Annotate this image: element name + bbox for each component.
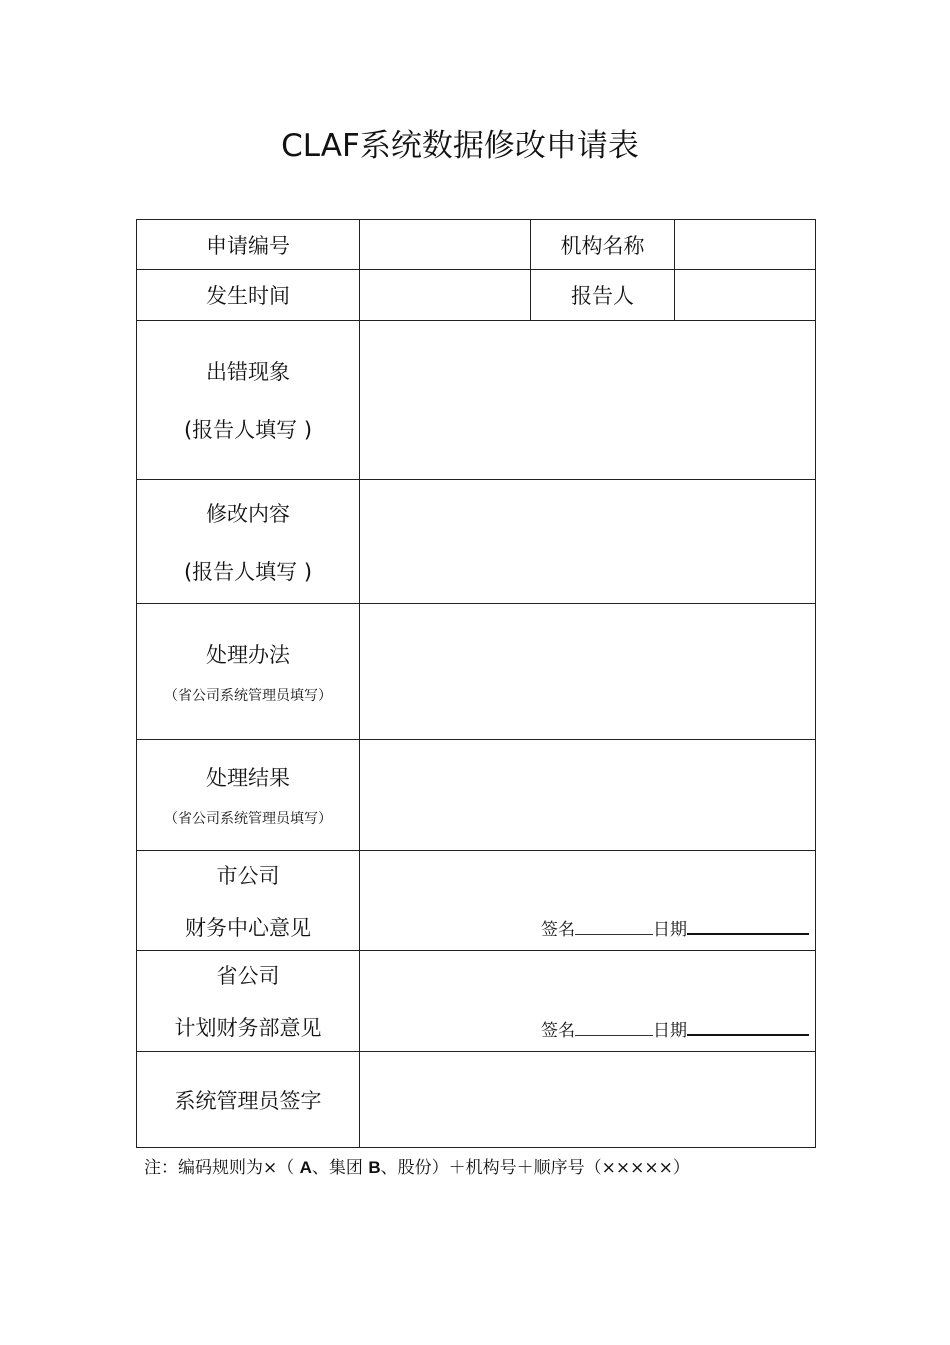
row-modify (137, 480, 816, 604)
error-field[interactable] (360, 321, 816, 480)
row-prov-opinion (137, 951, 816, 1052)
city-date-blank[interactable] (687, 916, 809, 935)
org-name-label: 机构名称 (531, 220, 675, 270)
app-no-field[interactable] (360, 220, 531, 270)
prov-sign-blank[interactable] (575, 1018, 653, 1036)
row-admin-sign (137, 1052, 816, 1148)
note-mid2: 、股份）＋机构号＋顺序号（×××××） (380, 1158, 690, 1178)
error-label-cell (137, 321, 360, 480)
note-a: A (299, 1158, 312, 1177)
org-name-field[interactable] (675, 220, 816, 270)
row-error (137, 321, 816, 480)
prov-label-cell (137, 951, 360, 1052)
city-opinion-field[interactable] (360, 851, 816, 951)
result-sub-label: （省公司系统管理员填写） (164, 811, 332, 827)
footnote (144, 1153, 690, 1178)
row-method (137, 604, 816, 740)
city-sign-label: 签名 (541, 920, 575, 940)
note-prefix: 注：编码规则为×（ (144, 1158, 300, 1178)
method-label: 处理办法 (206, 642, 290, 667)
reporter-label: 报告人 (531, 270, 675, 321)
city-label-cell (137, 851, 360, 951)
modify-sub-label: (报告人填写 ) (183, 559, 313, 584)
prov-signature-line (541, 1016, 809, 1041)
prov-opinion-field[interactable] (360, 951, 816, 1052)
city-signature-line (541, 915, 809, 940)
error-label: 出错现象 (206, 360, 290, 384)
time-label: 发生时间 (137, 270, 360, 321)
row-app-no (137, 220, 816, 270)
method-field[interactable] (360, 604, 816, 740)
time-field[interactable] (360, 270, 531, 321)
prov-date-blank[interactable] (687, 1017, 809, 1036)
error-sub-label: (报告人填写 ) (183, 418, 313, 442)
result-label: 处理结果 (206, 766, 290, 790)
modify-field[interactable] (360, 480, 816, 604)
modify-label: 修改内容 (206, 501, 290, 526)
row-time (137, 270, 816, 321)
prov-sign-label: 签名 (541, 1021, 575, 1041)
result-field[interactable] (360, 740, 816, 851)
row-result (137, 740, 816, 851)
reporter-field[interactable] (675, 270, 816, 321)
admin-sign-label: 系统管理员签字 (137, 1052, 360, 1148)
prov-label-line1: 省公司 (216, 964, 280, 988)
method-sub-label: （省公司系统管理员填写） (164, 687, 332, 704)
prov-date-label: 日期 (653, 1021, 687, 1041)
note-b: B (368, 1158, 381, 1177)
form-title: CLAF系统数据修改申请表 (281, 128, 639, 164)
application-form-table (136, 219, 816, 1148)
city-label-line1: 市公司 (216, 863, 280, 888)
row-city-opinion (137, 851, 816, 951)
result-label-cell (137, 740, 360, 851)
app-no-label: 申请编号 (137, 220, 360, 270)
city-sign-blank[interactable] (575, 917, 653, 935)
city-label-line2: 财务中心意见 (185, 915, 311, 940)
admin-sign-field[interactable] (360, 1052, 816, 1148)
modify-label-cell (137, 480, 360, 604)
note-mid1: 、集团 (311, 1158, 369, 1178)
prov-label-line2: 计划财务部意见 (174, 1016, 322, 1040)
city-date-label: 日期 (653, 920, 687, 940)
method-label-cell (137, 604, 360, 740)
